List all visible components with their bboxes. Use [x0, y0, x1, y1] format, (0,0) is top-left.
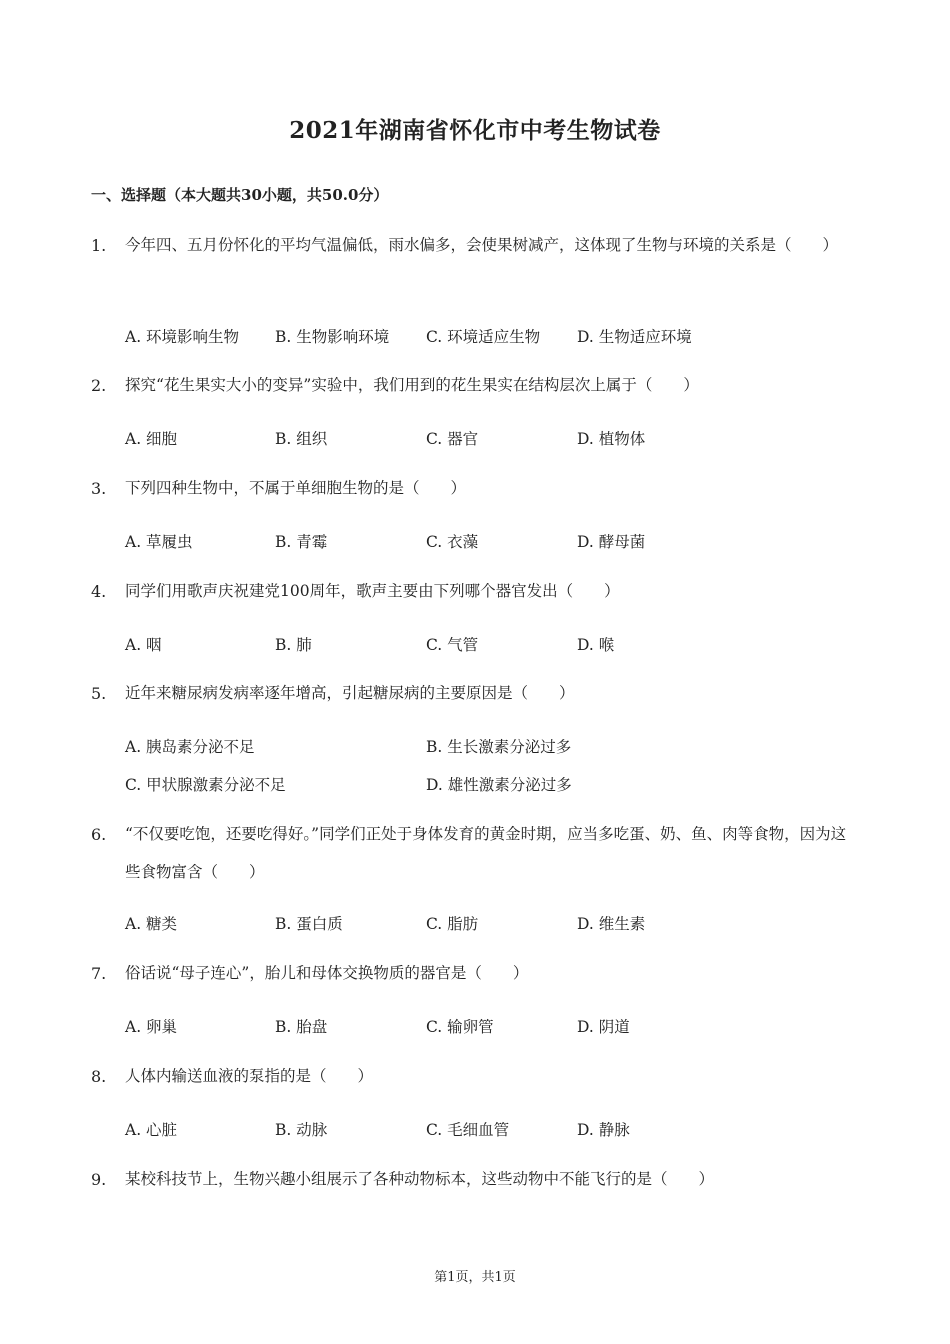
question-text: 人体内输送血液的泵指的是（ ）: [125, 1067, 374, 1085]
option-c: C. 器官: [426, 430, 479, 448]
option-c: C. 甲状腺激素分泌不足: [125, 776, 286, 794]
option-c: C. 环境适应生物: [426, 328, 541, 346]
option-c: C. 脂肪: [426, 915, 479, 933]
question-text: 探究“花生果实大小的变异”实验中，我们用到的花生果实在结构层次上属于（ ）: [125, 376, 699, 394]
option-b: B. 胎盘: [275, 1018, 328, 1036]
question-number: 2.: [91, 376, 107, 395]
question-text: 今年四、五月份怀化的平均气温偏低，雨水偏多，会使果树减产，这体现了生物与环境的关系是（ ）: [125, 236, 839, 254]
option-a: A. 心脏: [125, 1121, 178, 1139]
option-d: D. 酵母菌: [577, 533, 646, 551]
option-d: D. 维生素: [577, 915, 646, 933]
option-a: A. 细胞: [125, 430, 178, 448]
option-b: B. 动脉: [275, 1121, 328, 1139]
option-a: A. 草履虫: [125, 533, 193, 551]
option-b: B. 青霉: [275, 533, 328, 551]
question-number: 6.: [91, 825, 107, 844]
question-text: 同学们用歌声庆祝建党100周年，歌声主要由下列哪个器官发出（ ）: [125, 582, 620, 600]
question-text: “不仅要吃饱，还要吃得好。”同学们正处于身体发育的黄金时期，应当多吃蛋、奶、鱼、肉等食物，因为这些食物富含（ ）: [125, 825, 847, 881]
option-a: A. 咽: [125, 636, 162, 654]
option-a: A. 胰岛素分泌不足: [125, 738, 255, 756]
option-d: D. 生物适应环境: [577, 328, 692, 346]
question-number: 5.: [91, 684, 107, 703]
page-title: 2021年湖南省怀化市中考生物试卷: [289, 117, 661, 144]
option-b: B. 组织: [275, 430, 328, 448]
question-number: 1.: [91, 236, 107, 255]
option-b: B. 生物影响环境: [275, 328, 390, 346]
section-heading: 一、选择题（本大题共30小题，共50.0分）: [91, 186, 389, 204]
option-c: C. 衣藻: [426, 533, 479, 551]
option-d: D. 雄性激素分泌过多: [426, 776, 572, 794]
question-number: 4.: [91, 582, 107, 601]
option-a: A. 卵巢: [125, 1018, 178, 1036]
question-text: 近年来糖尿病发病率逐年增高，引起糖尿病的主要原因是（ ）: [125, 684, 575, 702]
question-number: 7.: [91, 964, 107, 983]
option-d: D. 静脉: [577, 1121, 630, 1139]
option-d: D. 喉: [577, 636, 615, 654]
option-b: B. 生长激素分泌过多: [426, 738, 572, 756]
option-c: C. 气管: [426, 636, 479, 654]
option-c: C. 毛细血管: [426, 1121, 510, 1139]
option-b: B. 蛋白质: [275, 915, 343, 933]
question-number: 9.: [91, 1170, 107, 1189]
page-footer: 第1页，共1页: [434, 1270, 516, 1285]
option-a: A. 糖类: [125, 915, 178, 933]
option-d: D. 植物体: [577, 430, 646, 448]
option-d: D. 阴道: [577, 1018, 630, 1036]
option-c: C. 输卵管: [426, 1018, 494, 1036]
question-text: 下列四种生物中，不属于单细胞生物的是（ ）: [125, 479, 467, 497]
question-text: 某校科技节上，生物兴趣小组展示了各种动物标本，这些动物中不能飞行的是（ ）: [125, 1170, 715, 1188]
question-text: 俗话说“母子连心”，胎儿和母体交换物质的器官是（ ）: [125, 964, 529, 982]
option-b: B. 肺: [275, 636, 312, 654]
option-a: A. 环境影响生物: [125, 328, 240, 346]
question-number: 3.: [91, 479, 107, 498]
question-number: 8.: [91, 1067, 107, 1086]
